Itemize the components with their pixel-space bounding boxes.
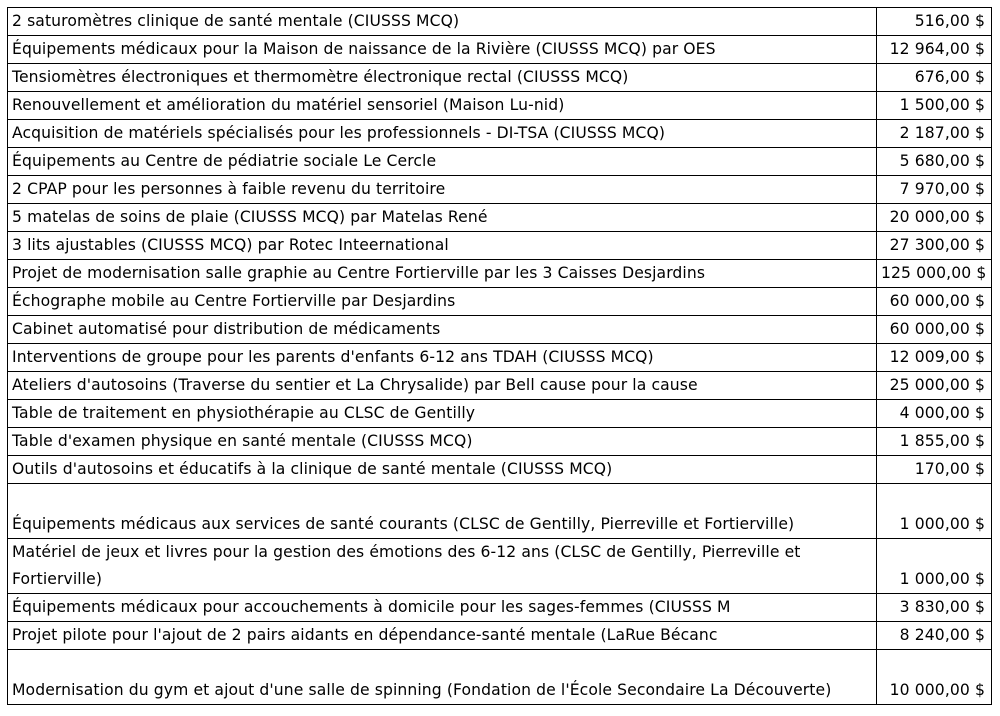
table-row (8, 64, 992, 92)
row-description: Renouvellement et amélioration du matériel sensoriel (Maison Lu-nid) (8, 92, 877, 120)
row-description: Modernisation du gym et ajout d'une salle de spinning (Fondation de l'École Secondaire La Découverte) (8, 650, 877, 705)
row-amount: 20 000,00 $ (877, 204, 992, 232)
row-amount: 4 000,00 $ (877, 400, 992, 428)
table-row (8, 622, 992, 650)
row-description: Équipements médicaux pour accouchements à domicile pour les sages-femmes (CIUSSS M (8, 594, 877, 622)
row-description: 2 CPAP pour les personnes à faible revenu du territoire (8, 176, 877, 204)
funding-table (7, 7, 992, 705)
row-description: Matériel de jeux et livres pour la gestion des émotions des 6-12 ans (CLSC de Gentilly, Pierreville et Fortierville) (8, 539, 877, 594)
table-row (8, 204, 992, 232)
table-row (8, 316, 992, 344)
table-row (8, 120, 992, 148)
row-amount: 10 000,00 $ (877, 650, 992, 705)
row-description: Projet de modernisation salle graphie au Centre Fortierville par les 3 Caisses Desjardins (8, 260, 877, 288)
row-description: 5 matelas de soins de plaie (CIUSSS MCQ) par Matelas René (8, 204, 877, 232)
row-amount: 1 000,00 $ (877, 484, 992, 539)
row-amount: 3 830,00 $ (877, 594, 992, 622)
table-row (8, 400, 992, 428)
row-amount: 170,00 $ (877, 456, 992, 484)
row-amount: 60 000,00 $ (877, 316, 992, 344)
table-row (8, 36, 992, 64)
row-amount: 125 000,00 $ (877, 260, 992, 288)
table-row (8, 148, 992, 176)
row-amount: 27 300,00 $ (877, 232, 992, 260)
row-description: Équipements médicaux pour la Maison de naissance de la Rivière (CIUSSS MCQ) par OES (8, 36, 877, 64)
row-description: Équipements médicaus aux services de santé courants (CLSC de Gentilly, Pierreville et Fortierville) (8, 484, 877, 539)
row-amount: 516,00 $ (877, 8, 992, 36)
table-row (8, 372, 992, 400)
table-row (8, 232, 992, 260)
row-amount: 1 855,00 $ (877, 428, 992, 456)
row-description: Interventions de groupe pour les parents d'enfants 6-12 ans TDAH (CIUSSS MCQ) (8, 344, 877, 372)
row-description: Table de traitement en physiothérapie au CLSC de Gentilly (8, 400, 877, 428)
row-amount: 12 009,00 $ (877, 344, 992, 372)
row-amount: 7 970,00 $ (877, 176, 992, 204)
table-row (8, 539, 992, 594)
table-row (8, 260, 992, 288)
row-description: Projet pilote pour l'ajout de 2 pairs aidants en dépendance-santé mentale (LaRue Bécanc (8, 622, 877, 650)
row-amount: 5 680,00 $ (877, 148, 992, 176)
row-description: 2 saturomètres clinique de santé mentale (CIUSSS MCQ) (8, 8, 877, 36)
table-row (8, 456, 992, 484)
row-amount: 25 000,00 $ (877, 372, 992, 400)
table-row (8, 344, 992, 372)
row-amount: 12 964,00 $ (877, 36, 992, 64)
row-amount: 676,00 $ (877, 64, 992, 92)
row-description: Tensiomètres électroniques et thermomètre électronique rectal (CIUSSS MCQ) (8, 64, 877, 92)
row-description: Cabinet automatisé pour distribution de médicaments (8, 316, 877, 344)
row-amount: 2 187,00 $ (877, 120, 992, 148)
row-description: Table d'examen physique en santé mentale (CIUSSS MCQ) (8, 428, 877, 456)
row-description: Outils d'autosoins et éducatifs à la clinique de santé mentale (CIUSSS MCQ) (8, 456, 877, 484)
row-amount: 1 000,00 $ (877, 539, 992, 594)
table-row (8, 176, 992, 204)
row-description: 3 lits ajustables (CIUSSS MCQ) par Rotec Inteernational (8, 232, 877, 260)
table-row (8, 484, 992, 539)
row-description: Équipements au Centre de pédiatrie sociale Le Cercle (8, 148, 877, 176)
table-row (8, 8, 992, 36)
table-row (8, 288, 992, 316)
table-row (8, 428, 992, 456)
table-row (8, 594, 992, 622)
row-description: Ateliers d'autosoins (Traverse du sentier et La Chrysalide) par Bell cause pour la cause (8, 372, 877, 400)
row-amount: 8 240,00 $ (877, 622, 992, 650)
table-row (8, 650, 992, 705)
row-description: Échographe mobile au Centre Fortierville par Desjardins (8, 288, 877, 316)
row-description: Acquisition de matériels spécialisés pour les professionnels - DI-TSA (CIUSSS MCQ) (8, 120, 877, 148)
row-amount: 60 000,00 $ (877, 288, 992, 316)
row-amount: 1 500,00 $ (877, 92, 992, 120)
table-row (8, 92, 992, 120)
